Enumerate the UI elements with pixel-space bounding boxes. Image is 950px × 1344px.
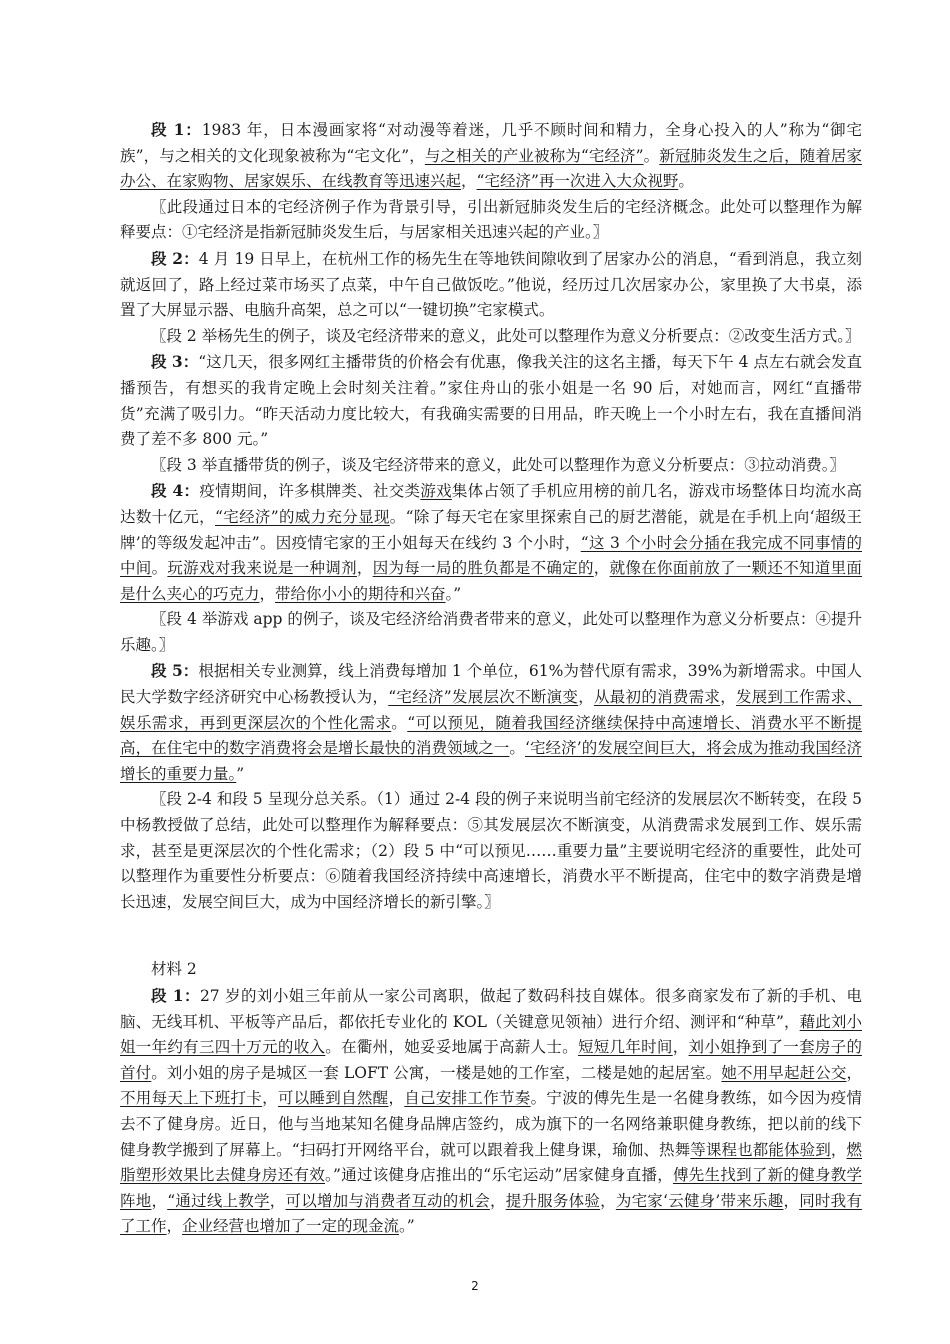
section-gap — [120, 915, 862, 957]
text: ， — [388, 1089, 405, 1108]
page-number: 2 — [471, 1279, 479, 1293]
underlined-text: “这 3 个小时会分插在我完成不同事情的中间 — [120, 533, 862, 578]
text: 。“除了每天宅在家里探索自己的厨艺潜能，就是在手机上向‘超级王牌’的等级发起冲击”。因疫情宅家的王小姐每天在线约 3 个小时， — [120, 507, 862, 552]
para-label: 段 2： — [151, 248, 199, 268]
material-2-heading: 材料 2 — [151, 960, 197, 979]
text: ， — [672, 1038, 689, 1057]
text: 疫情期间，许多棋牌类、社交类 — [199, 482, 421, 501]
underlined-text: 就像在你面前放了一颗还不知道里面是什么夹心的巧克力 — [120, 559, 862, 603]
text: ， — [356, 559, 373, 578]
underlined-text: 不用每天上下班打卡 — [120, 1089, 263, 1108]
text: ， — [262, 1089, 278, 1108]
text: 集体占领了手机应用榜的前几名，游戏市场整体日均流水高达数十亿元， — [120, 482, 862, 526]
text: ， — [578, 688, 594, 707]
text: 。 — [391, 713, 408, 732]
m1-note-2: 〖段 2 举杨先生的例子，谈及宅经济带来的意义，此处可以整理作为意义分析要点：②改变生活方式。〗 — [151, 326, 861, 345]
m1-note-4: 〖段 4 举游戏 app 的例子，谈及宅经济给消费者带来的意义，此处可以整理作为意义分析要点：④提升乐趣。〗 — [120, 610, 862, 654]
underlined-text: 自己安排工作节奏 — [404, 1089, 531, 1108]
m1-paragraph-3 — [120, 349, 862, 452]
text: 。在衢州，她妥妥地属于高薪人士。 — [325, 1038, 578, 1057]
text: 。 — [509, 739, 525, 758]
underlined-text: 藉此刘小姐一年约有三四十万元的收入 — [120, 1012, 862, 1057]
text: 。 — [151, 559, 168, 578]
underlined-text: 从最初的消费需求 — [593, 688, 721, 707]
underlined-text: 同时我有了工作 — [120, 1191, 862, 1236]
text: ， — [269, 1191, 286, 1210]
para-label: 段 1： — [151, 986, 200, 1005]
text: ， — [830, 1140, 847, 1159]
m1-paragraph-1 — [120, 117, 862, 195]
underlined-text: 玩游戏对我来说是一种调剂 — [167, 559, 357, 578]
text: 。” — [445, 584, 462, 603]
underlined-text: “宅经济”发展层次不断演变 — [388, 688, 579, 707]
text: 。刘小姐的房子是城区一套 LOFT 公寓，一楼是她的工作室，二楼是她的起居室。 — [151, 1063, 722, 1082]
underlined-text: 新冠肺炎发生之后，随着居家办公、在家购物、居家娱乐、在线教育等迅速兴起 — [120, 146, 862, 191]
underlined-text: 因为每一局的胜负都是不确定的 — [372, 559, 594, 578]
underlined-text: 与之相关的产业被称为“宅经济” — [424, 146, 644, 165]
underlined-text: 可以睡到自然醒 — [277, 1089, 389, 1108]
underlined-text: 提升服务体验 — [505, 1191, 601, 1210]
text: 。宁波的傅先生是一名健身教练，如今因为疫情去不了健身房。近日，他与当地某知名健身品牌店签约，成为旗下的一名网络兼职健身教练，把以前的线下健身教学搬到了屏幕上。“扫码打开网络平台，就可以跟着我上健身课，瑜伽、热舞 — [120, 1089, 862, 1159]
text: 27 岁的刘小姐三年前从一家公司离职，做起了数码科技自媒体。很多商家发布了新的手机、电脑、无线耳机、平板等产品后，都依托专业化的 KOL（关键意见领袖）进行介绍、测评和“种草”， — [120, 987, 863, 1031]
underlined-text: 刘小姐挣到了一套房子的首付 — [120, 1038, 862, 1082]
document-page — [120, 117, 862, 1240]
underlined-text: “通过线上教学 — [167, 1191, 270, 1210]
text: 。”通过该健身店推出的“乐宅运动”居家健身直播， — [325, 1166, 674, 1185]
para-label: 段 1： — [151, 120, 202, 139]
text: ， — [720, 688, 736, 707]
underlined-text: 企业经营也增加了一定的现金流 — [182, 1217, 400, 1236]
underlined-text: 可以增加与消费者互动的机会 — [285, 1191, 490, 1210]
m1-paragraph-5 — [120, 658, 862, 787]
m1-paragraph-2 — [120, 246, 862, 324]
underlined-text: “宅经济”的威力充分显现 — [214, 507, 390, 526]
text: 1983 年，日本漫画家将“对动漫等着迷，几乎不顾时间和精力，全身心投入的人”称为“御宅族”，与之相关的文化现象被称为“宅文化”， — [120, 121, 862, 165]
underlined-text: 短短几年时间 — [577, 1038, 673, 1057]
text: ， — [600, 1191, 616, 1210]
m1-paragraph-4 — [120, 478, 862, 607]
underlined-text: 为宅家‘云健身’带来乐趣 — [615, 1191, 784, 1210]
m1-note-3: 〖段 3 举直播带货的例子，谈及宅经济带来的意义，此处可以整理作为意义分析要点：③拉动消费。〗 — [151, 455, 845, 474]
underlined-text: 带给你小小的期待和兴奋 — [275, 584, 446, 603]
text: ， — [593, 559, 610, 578]
m1-note-5: 〖段 2-4 和段 5 呈现分总关系。（1）通过 2-4 段的例子来说明当前宅经济的发展层次不断转变，在段 5 中杨教授做了总结，此处可以整理作为解释要点：⑤其发展层次不断演变，从消费需求发展到工作、娱乐需求，甚至是更深层次的个性化需求；（2）段 5 中“可以预见……重要力量”主要说明宅经济的重要性，此处可以整理作为重要性分析要点：⑥随着我国经济持续中高速增长，消费水平不断提高，住宅中的数字消费是增长迅速，发展空间巨大，成为中国经济增长的新引擎。〗 — [120, 790, 862, 911]
text: ， — [461, 172, 477, 191]
underlined-text: 傅先生找到了新的健身教学阵地 — [120, 1166, 862, 1210]
text: 。” — [399, 1217, 415, 1236]
text: ， — [489, 1191, 506, 1210]
text: 。 — [678, 172, 694, 191]
underlined-text: 发展到工作需求、娱乐需求，再到更深层次的个性化需求 — [120, 688, 862, 732]
underlined-text: 燃脂塑形效果比去健身房还有效 — [120, 1140, 862, 1185]
underlined-text: 等课程也都能体验到 — [690, 1140, 831, 1159]
text: 根据相关专业测算，线上消费每增加 1 个单位，61%为替代原有需求，39%为新增需求。中国人民大学数字经济研究中心杨教授认为， — [120, 662, 862, 707]
text: “这几天，很多网红主播带货的价格会有优惠，像我关注的这名主播，每天下午 4 点左右就会发直播预告，有想买的我肯定晚上会时刻关注着。”家住舟山的张小姐是一名 90 后，对她而言，网红“直播带货”充满了吸引力。“昨天活动力度比较大，有我确实需要的日用品，昨天晚上一个小时左右，我在直播间消费了差不多 800 元。” — [120, 353, 862, 449]
underlined-text: ‘宅经济’的发展空间巨大，将会成为推动我国经济增长的重要力量。 — [120, 739, 862, 783]
text: 。 — [643, 146, 660, 165]
underlined-text: “可以预见，随着我国经济继续保持中高速增长、消费水平不断提高，在住宅中的数字消费将会是增长最快的消费领域之一 — [120, 713, 862, 758]
text: ， — [259, 584, 276, 603]
underlined-text: 游戏 — [420, 482, 452, 501]
m1-note-1: 〖此段通过日本的宅经济例子作为背景引导，引出新冠肺炎发生后的宅经济概念。此处可以整理作为解释要点：①宅经济是指新冠肺炎发生后，与居家相关迅速兴起的产业。〗 — [120, 197, 862, 242]
text: ， — [166, 1217, 183, 1236]
text: 4 月 19 日早上，在杭州工作的杨先生在等地铁间隙收到了居家办公的消息，“看到消息，我立刻就返回了，路上经过菜市场买了点菜，中午自己做饭吃。”他说，经历过几次居家办公，家里换了大书桌，添置了大屏显示器、电脑升高架，总之可以“一键切换”宅家模式。 — [120, 249, 862, 320]
m2-paragraph-1 — [120, 983, 862, 1240]
text: ， — [151, 1191, 168, 1210]
para-label: 段 4： — [151, 481, 200, 501]
text: ， — [846, 1063, 862, 1082]
text: ” — [236, 764, 245, 783]
text: ， — [783, 1191, 800, 1210]
underlined-text: 她不用早起赶公交 — [721, 1063, 847, 1082]
para-label: 段 5： — [151, 661, 199, 681]
underlined-text: “宅经济”再一次进入大众视野 — [476, 172, 679, 191]
para-label: 段 3： — [151, 352, 199, 372]
